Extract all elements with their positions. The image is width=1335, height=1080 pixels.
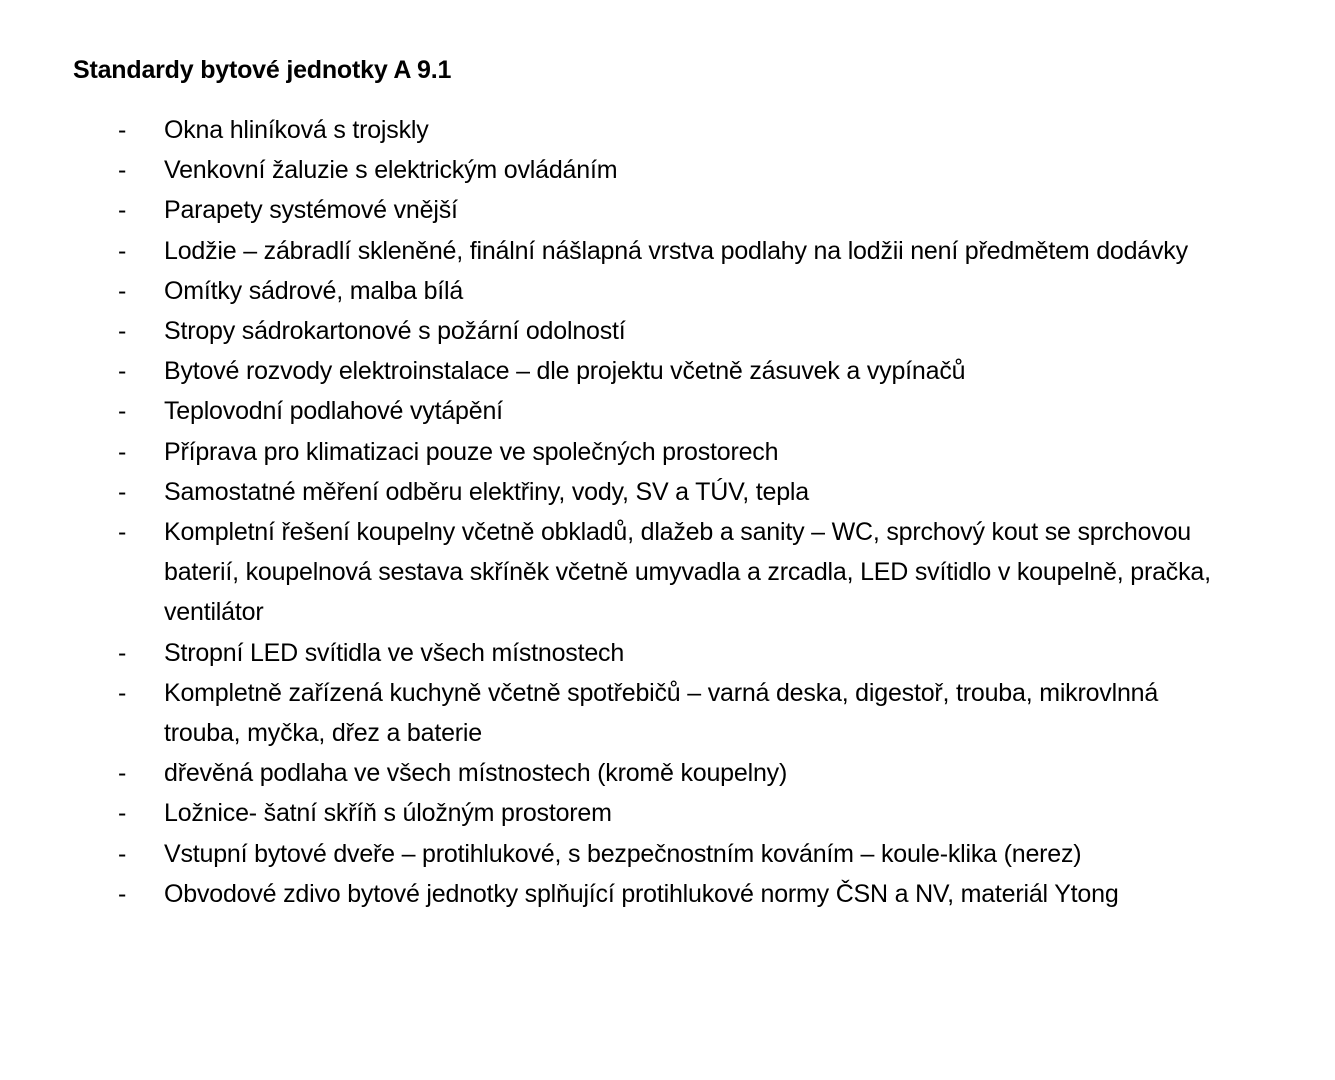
list-item: [73, 271, 1224, 311]
list-item: [73, 391, 1224, 431]
standards-list: [73, 110, 1263, 914]
list-bullet: -: [118, 518, 127, 547]
list-bullet: -: [118, 317, 127, 346]
list-item: [73, 190, 1224, 230]
list-item: [73, 793, 1224, 833]
list-item-text: Kompletně zařízená kuchyně včetně spotřebičů – varná deska, digestoř, trouba, mikrovlnná trouba, myčka, dřez a baterie: [164, 678, 1159, 748]
list-item-text: Samostatné měření odběru elektřiny, vody, SV a TÚV, tepla: [164, 477, 809, 506]
list-bullet: -: [118, 116, 127, 144]
list-item-text: Kompletní řešení koupelny včetně obkladů, dlažeb a sanity – WC, sprchový kout se sprchovou baterií, koupelnová sestava skříněk včetně umyvadla a zrcadla, LED svítidlo v koupelně, pračka, ventilátor: [164, 518, 1211, 627]
list-item: [73, 753, 1224, 793]
list-item-text: dřevěná podlaha ve všech místnostech (kromě koupelny): [164, 759, 788, 788]
list-item-text: Obvodové zdivo bytové jednotky splňující protihlukové normy ČSN a NV, materiál Ytong: [164, 879, 1119, 908]
list-bullet: -: [118, 839, 127, 868]
list-bullet: -: [118, 156, 127, 185]
list-item: [73, 874, 1224, 914]
list-item-text: Lodžie – zábradlí skleněné, finální nášlapná vrstva podlahy na lodžii není předmětem dodávky: [164, 236, 1188, 265]
list-item: [73, 633, 1224, 673]
list-bullet: -: [118, 638, 127, 667]
list-bullet: -: [118, 678, 127, 707]
list-bullet: -: [118, 799, 127, 828]
list-bullet: -: [118, 477, 127, 506]
list-bullet: -: [118, 276, 127, 305]
list-item: [73, 673, 1224, 753]
list-item-text: Parapety systémové vnější: [164, 196, 458, 225]
list-item: [73, 231, 1224, 271]
list-item-text: Teplovodní podlahové vytápění: [164, 397, 503, 426]
list-item-text: Omítky sádrové, malba bílá: [164, 276, 464, 305]
list-item: [73, 311, 1224, 351]
list-bullet: -: [118, 437, 127, 466]
list-item: [73, 472, 1224, 512]
list-item: [73, 150, 1224, 190]
list-bullet: -: [118, 397, 127, 426]
list-item-text: Ložnice- šatní skříň s úložným prostorem: [164, 799, 612, 828]
list-bullet: -: [118, 879, 127, 908]
document-title: Standardy bytové jednotky A 9.1: [73, 56, 452, 84]
list-item-text: Okna hliníková s trojskly: [164, 116, 429, 144]
list-item-text: Bytové rozvody elektroinstalace – dle projektu včetně zásuvek a vypínačů: [164, 357, 966, 386]
list-item: [73, 110, 1224, 150]
list-item: [73, 512, 1224, 633]
list-item-text: Venkovní žaluzie s elektrickým ovládáním: [164, 156, 618, 185]
list-bullet: -: [118, 196, 127, 225]
list-item: [73, 351, 1224, 391]
list-item: [73, 834, 1224, 874]
list-item-text: Vstupní bytové dveře – protihlukové, s bezpečnostním kováním – koule-klika (nerez): [164, 839, 1082, 868]
list-item: [73, 432, 1224, 472]
list-item-text: Příprava pro klimatizaci pouze ve společných prostorech: [164, 437, 779, 466]
list-bullet: -: [118, 236, 127, 265]
list-bullet: -: [118, 759, 127, 788]
list-bullet: -: [118, 357, 127, 386]
list-item-text: Stropní LED svítidla ve všech místnostech: [164, 638, 625, 667]
list-item-text: Stropy sádrokartonové s požární odolností: [164, 317, 626, 346]
document-page: [73, 52, 1263, 914]
